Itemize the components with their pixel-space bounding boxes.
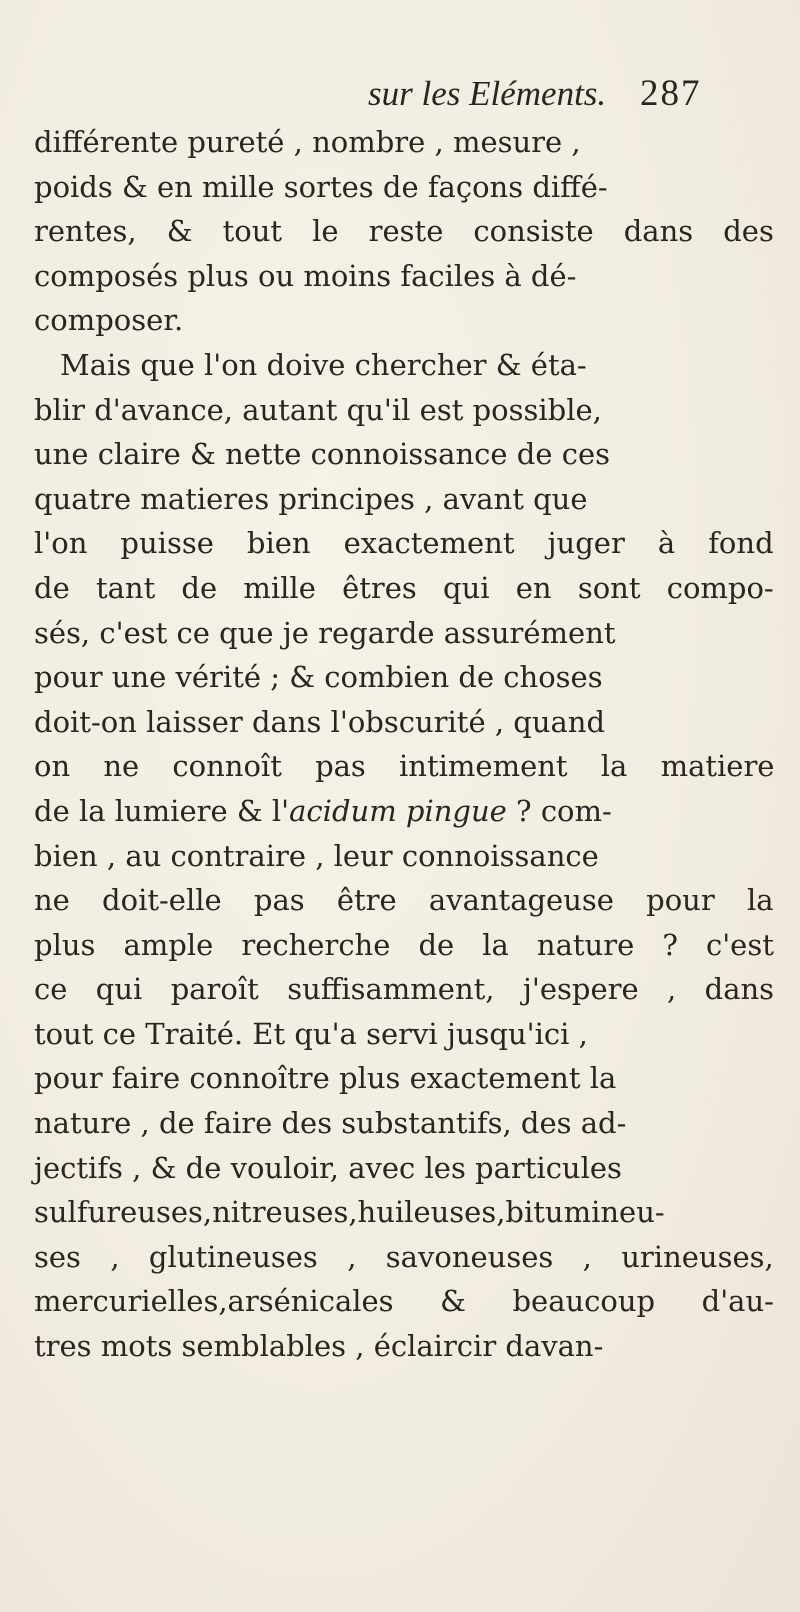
text-line: tres mots semblables , éclaircir davan-	[34, 1329, 604, 1364]
text-line: pour faire connoître plus exactement la	[34, 1061, 617, 1096]
text-line: ce qui paroît suffisamment, j'espere , dans	[34, 972, 775, 1007]
text-line: de tant de mille êtres qui en sont compo-	[34, 570, 774, 605]
text-segment: ? com-	[506, 793, 612, 828]
running-head-title: sur les Eléments.	[368, 74, 607, 113]
text-line: composés plus ou moins faciles à dé-	[34, 258, 577, 293]
text-line: nature , de faire des substantifs, des ad-	[34, 1106, 627, 1141]
italic-term: acidum pingue	[289, 793, 507, 828]
text-line: blir d'avance, autant qu'il est possible,	[34, 392, 602, 427]
text-line: une claire & nette connoissance de ces	[34, 437, 610, 472]
text-line: rentes, & tout le reste consiste dans des	[34, 214, 774, 249]
text-line: poids & en mille sortes de façons diffé-	[34, 169, 608, 204]
text-line: doit-on laisser dans l'obscurité , quand	[34, 704, 606, 739]
text-line-with-italic	[34, 789, 774, 834]
text-line: l'on puisse bien exactement juger à fond	[34, 526, 774, 561]
text-line: quatre matieres principes , avant que	[34, 481, 588, 516]
text-line: bien , au contraire , leur connoissance	[34, 838, 599, 873]
text-line: tout ce Traité. Et qu'a servi jusqu'ici ,	[34, 1016, 588, 1051]
text-line: composer.	[34, 303, 184, 338]
text-line: mercurielles,arsénicales & beaucoup d'au-	[34, 1284, 774, 1319]
text-line: jectifs , & de vouloir, avec les particules	[34, 1150, 622, 1185]
text-line: différente pureté , nombre , mesure ,	[34, 125, 581, 159]
text-line: sulfureuses,nitreuses,huileuses,bitumineu-	[34, 1195, 665, 1230]
running-head	[0, 74, 800, 114]
text-line: sés, c'est ce que je regarde assurément	[34, 615, 616, 650]
text-segment: de la lumiere & l'	[34, 793, 290, 828]
text-line: ses , glutineuses , savoneuses , urineuses,	[34, 1239, 774, 1274]
text-line: pour une vérité ; & combien de choses	[34, 660, 603, 695]
page-number: 287	[640, 73, 702, 114]
body-text	[34, 120, 774, 1369]
text-line: ne doit-elle pas être avantageuse pour la	[34, 883, 774, 918]
paragraph-start-line: Mais que l'on doive chercher & éta-	[60, 347, 587, 382]
text-line: plus ample recherche de la nature ? c'est	[34, 927, 774, 962]
text-line: on ne connoît pas intimement la matiere	[34, 749, 775, 784]
